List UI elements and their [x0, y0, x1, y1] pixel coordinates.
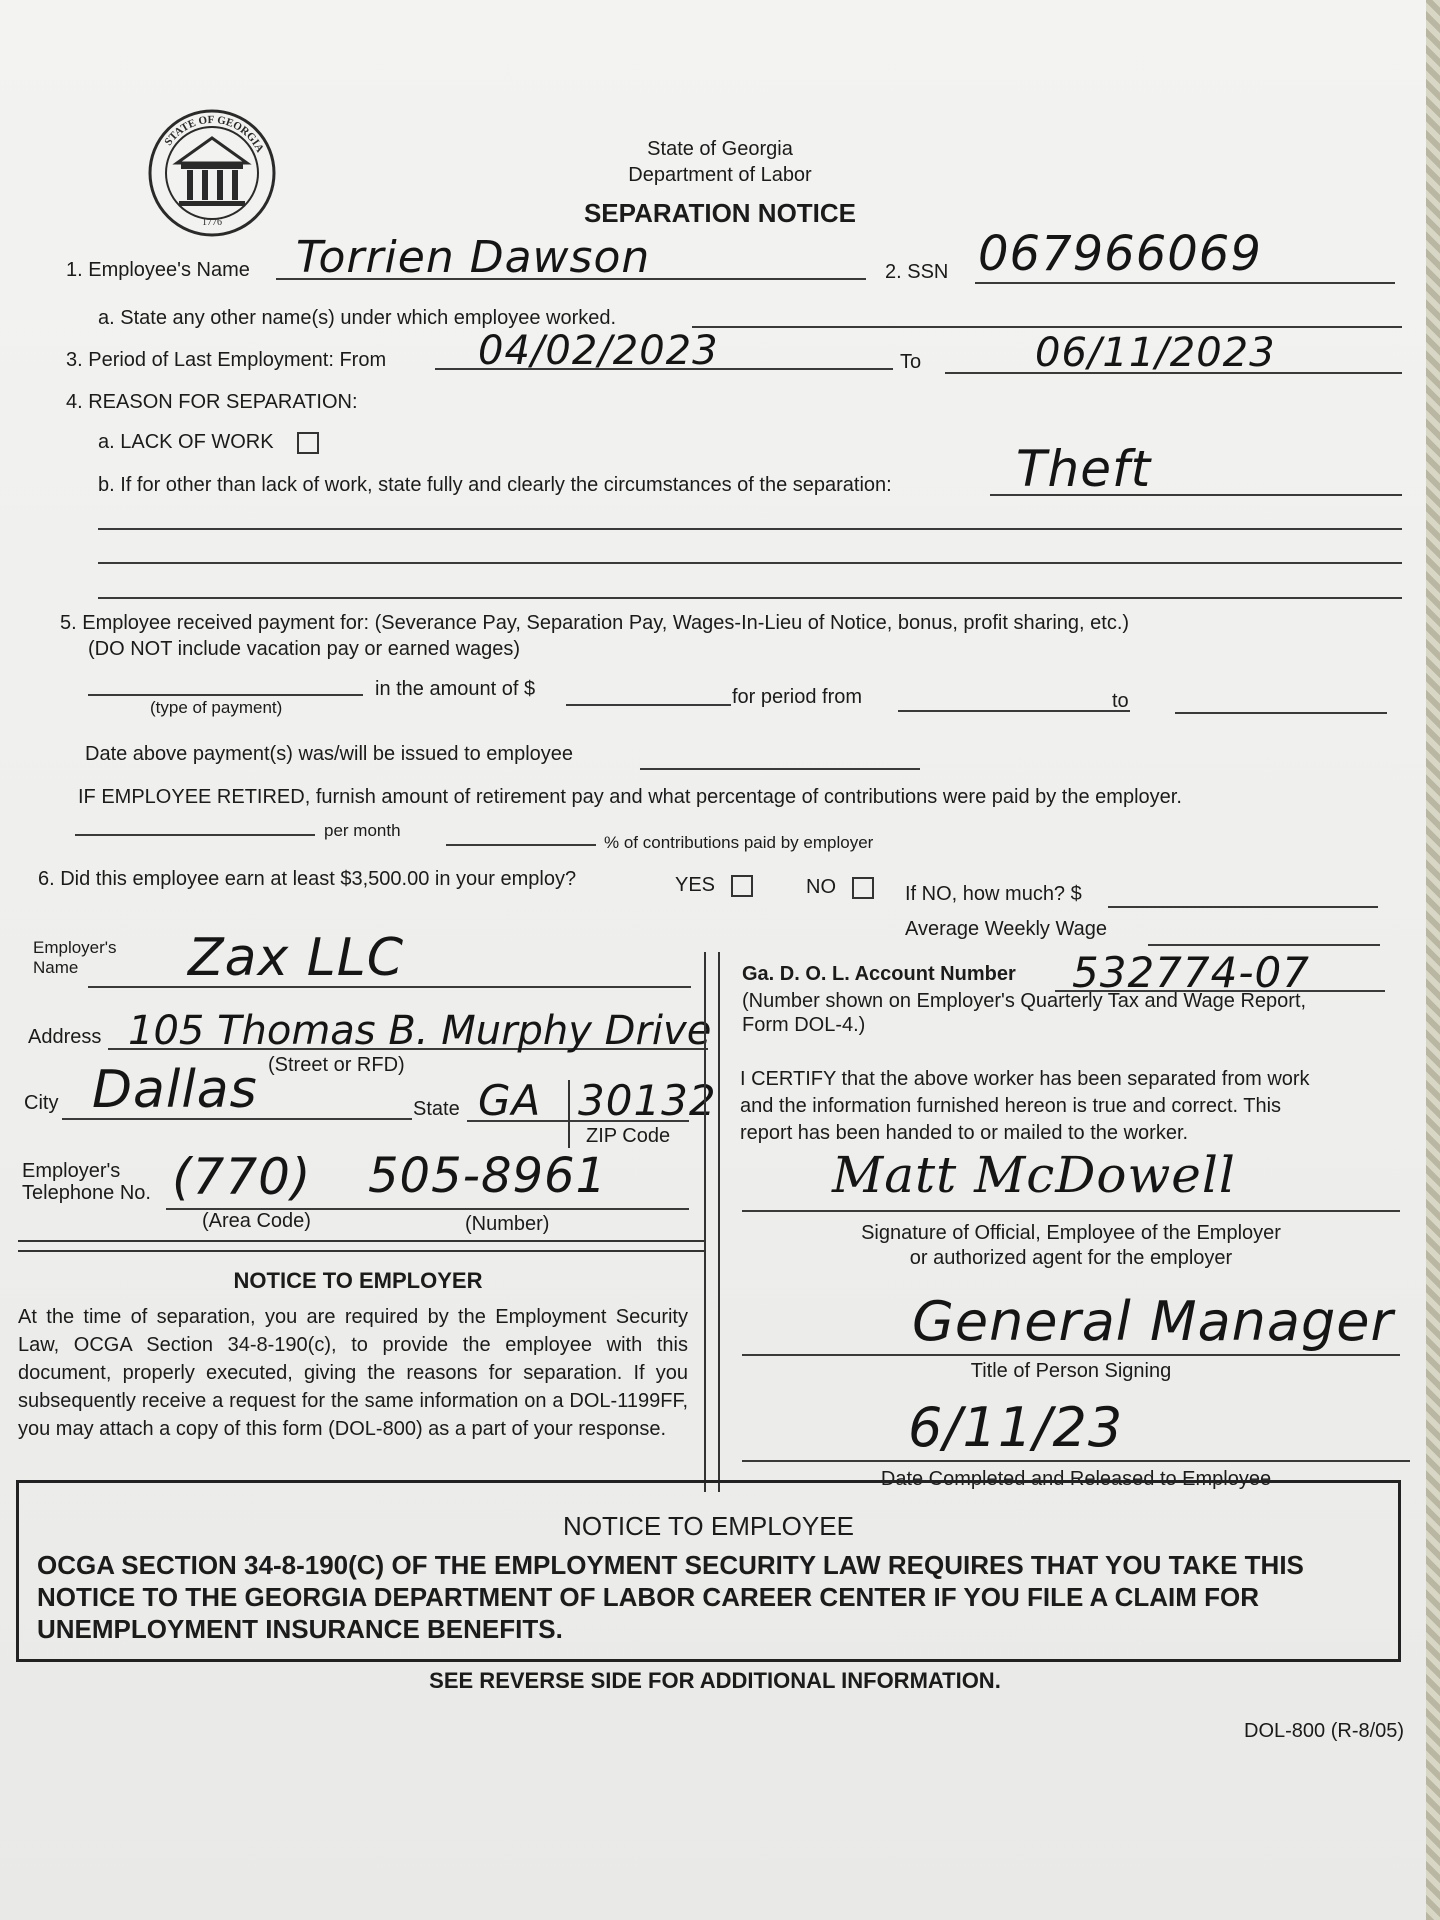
payment-note: (DO NOT include vacation pay or earned wages) — [88, 638, 521, 660]
payment-type-field[interactable] — [88, 694, 363, 696]
street-caption: (Street or RFD) — [268, 1054, 405, 1076]
notice-employee-body: OCGA SECTION 34-8-190(C) OF THE EMPLOYMENT SECURITY LAW REQUIRES THAT YOU TAKE THIS NOTICE TO THE GEORGIA DEPARTMENT OF LABOR CAREER CENTER IF YOU FILE A CLAIM FOR UNEMPLOYMENT INSURANCE BENEFITS. — [37, 1550, 1304, 1644]
other-names-label: a. State any other name(s) under which employee worked. — [98, 307, 617, 329]
employer-name-value[interactable]: Zax LLC — [188, 928, 405, 988]
reason-line-4[interactable] — [98, 597, 1402, 599]
employee-name-label: 1. Employee's Name — [66, 259, 250, 281]
background-fabric — [1426, 0, 1440, 1920]
no-checkbox[interactable] — [852, 877, 874, 899]
telephone-label: Employer's Telephone No. — [22, 1160, 151, 1204]
period-to-field[interactable] — [1175, 712, 1387, 714]
certify-line-1: I CERTIFY that the above worker has been separated from work — [740, 1068, 1310, 1090]
header-state: State of Georgia — [647, 138, 793, 160]
signature-value[interactable]: Matt McDowell — [832, 1146, 1236, 1204]
city-label: City — [24, 1092, 59, 1114]
ssn-value[interactable]: 067966069 — [978, 226, 1262, 282]
employer-name-label: Employer's Name — [33, 938, 117, 977]
employee-name-value[interactable]: Torrien Dawson — [296, 232, 651, 283]
seal-text: STATE OF GEORGIA — [162, 113, 266, 155]
notice-employer-body: At the time of separation, you are required by the Employment Security Law, OCGA Section 34-8-190(c), to provide the employee with this document, properly executed, giving the reasons for separation. If you subsequently receive a request for the same information on a DOL-1199FF, you may attach a copy of this form (DOL-800) as a part of your response. — [18, 1306, 688, 1440]
date-caption: Date Completed and Released to Employee — [880, 1468, 1272, 1490]
account-label: Ga. D. O. L. Account Number — [742, 963, 1016, 985]
reason-label: 4. REASON FOR SEPARATION: — [66, 391, 358, 413]
to-date-value[interactable]: 06/11/2023 — [1035, 330, 1276, 376]
address-label: Address — [28, 1026, 102, 1048]
period-from-field[interactable] — [898, 710, 1130, 712]
retired-label: IF EMPLOYEE RETIRED, furnish amount of retirement pay and what percentage of contributions were paid by the employer. — [78, 786, 1182, 808]
period-to-label: to — [1112, 690, 1129, 712]
area-code-value[interactable]: (770) — [172, 1148, 312, 1206]
period-from-label: for period from — [732, 686, 863, 708]
period-label: 3. Period of Last Employment: From — [66, 349, 387, 371]
payment-label: 5. Employee received payment for: (Severance Pay, Separation Pay, Wages-In-Lieu of Notice, bonus, profit sharing, etc.) — [60, 612, 1130, 634]
lack-of-work-label: a. LACK OF WORK — [98, 431, 319, 454]
page-title: SEPARATION NOTICE — [583, 198, 857, 228]
no-label: NO — [806, 876, 874, 899]
date-issued-label: Date above payment(s) was/will be issued to employee — [85, 743, 574, 765]
retirement-pay-field[interactable] — [75, 834, 315, 836]
account-note-1: (Number shown on Employer's Quarterly Tax and Wage Report, — [742, 990, 1307, 1012]
yes-checkbox[interactable] — [731, 875, 753, 897]
q6-label: 6. Did this employee earn at least $3,500.00 in your employ? — [38, 868, 577, 890]
address-value[interactable]: 105 Thomas B. Murphy Drive — [128, 1008, 712, 1054]
ssn-label: 2. SSN — [885, 261, 949, 283]
other-names-field[interactable] — [692, 326, 1402, 328]
georgia-seal-icon — [147, 108, 277, 238]
avg-wage-field[interactable] — [1148, 944, 1380, 946]
certify-line-3: report has been handed to or mailed to the worker. — [740, 1122, 1189, 1144]
avg-wage-label: Average Weekly Wage — [905, 918, 1107, 940]
to-label: To — [900, 351, 922, 373]
signature-caption-1: Signature of Official, Employee of the Employer — [861, 1222, 1281, 1244]
certify-line-2: and the information furnished hereon is true and correct. This — [740, 1095, 1282, 1117]
amount-field[interactable] — [566, 704, 731, 706]
yes-label: YES — [675, 874, 753, 897]
reason-line-2[interactable] — [98, 528, 1402, 530]
signature-caption-2: or authorized agent for the employer — [909, 1247, 1233, 1269]
other-reason-label: b. If for other than lack of work, state fully and clearly the circumstances of the separation: — [98, 474, 892, 496]
notice-employee-box — [16, 1480, 1401, 1662]
phone-number-value[interactable]: 505-8961 — [368, 1148, 608, 1204]
lack-of-work-checkbox[interactable] — [297, 432, 319, 454]
title-value[interactable]: General Manager — [912, 1290, 1394, 1353]
per-month-label: per month — [324, 821, 401, 840]
contribution-pct-field[interactable] — [446, 844, 596, 846]
title-caption: Title of Person Signing — [970, 1360, 1172, 1382]
contribution-pct-label: % of contributions paid by employer — [604, 833, 874, 852]
form-id: DOL-800 (R-8/05) — [1244, 1720, 1405, 1742]
account-note-2: Form DOL-4.) — [742, 1014, 866, 1036]
reverse-side-note: SEE REVERSE SIDE FOR ADDITIONAL INFORMATION. — [429, 1668, 1001, 1693]
zip-value[interactable]: 30132 — [578, 1076, 717, 1125]
header-department: Department of Labor — [628, 164, 812, 186]
date-value[interactable]: 6/11/23 — [908, 1396, 1124, 1459]
amount-label: in the amount of $ — [375, 678, 536, 700]
state-label: State — [413, 1098, 460, 1120]
notice-employee-title: NOTICE TO EMPLOYEE — [563, 1511, 854, 1541]
date-issued-field[interactable] — [640, 768, 920, 770]
area-code-caption: (Area Code) — [202, 1210, 311, 1232]
notice-employer-title: NOTICE TO EMPLOYER — [233, 1268, 483, 1293]
number-caption: (Number) — [465, 1213, 550, 1235]
from-date-value[interactable]: 04/02/2023 — [478, 328, 719, 374]
city-value[interactable]: Dallas — [92, 1060, 258, 1120]
reason-line-3[interactable] — [98, 562, 1402, 564]
account-value[interactable]: 532774-07 — [1072, 948, 1310, 997]
seal-year: 1776 — [202, 217, 222, 228]
how-much-label: If NO, how much? $ — [905, 883, 1082, 905]
state-value[interactable]: GA — [478, 1076, 542, 1125]
payment-type-caption: (type of payment) — [150, 698, 283, 717]
zip-label: ZIP Code — [586, 1125, 671, 1147]
how-much-field[interactable] — [1108, 906, 1378, 908]
reason-value[interactable]: Theft — [1016, 440, 1152, 498]
